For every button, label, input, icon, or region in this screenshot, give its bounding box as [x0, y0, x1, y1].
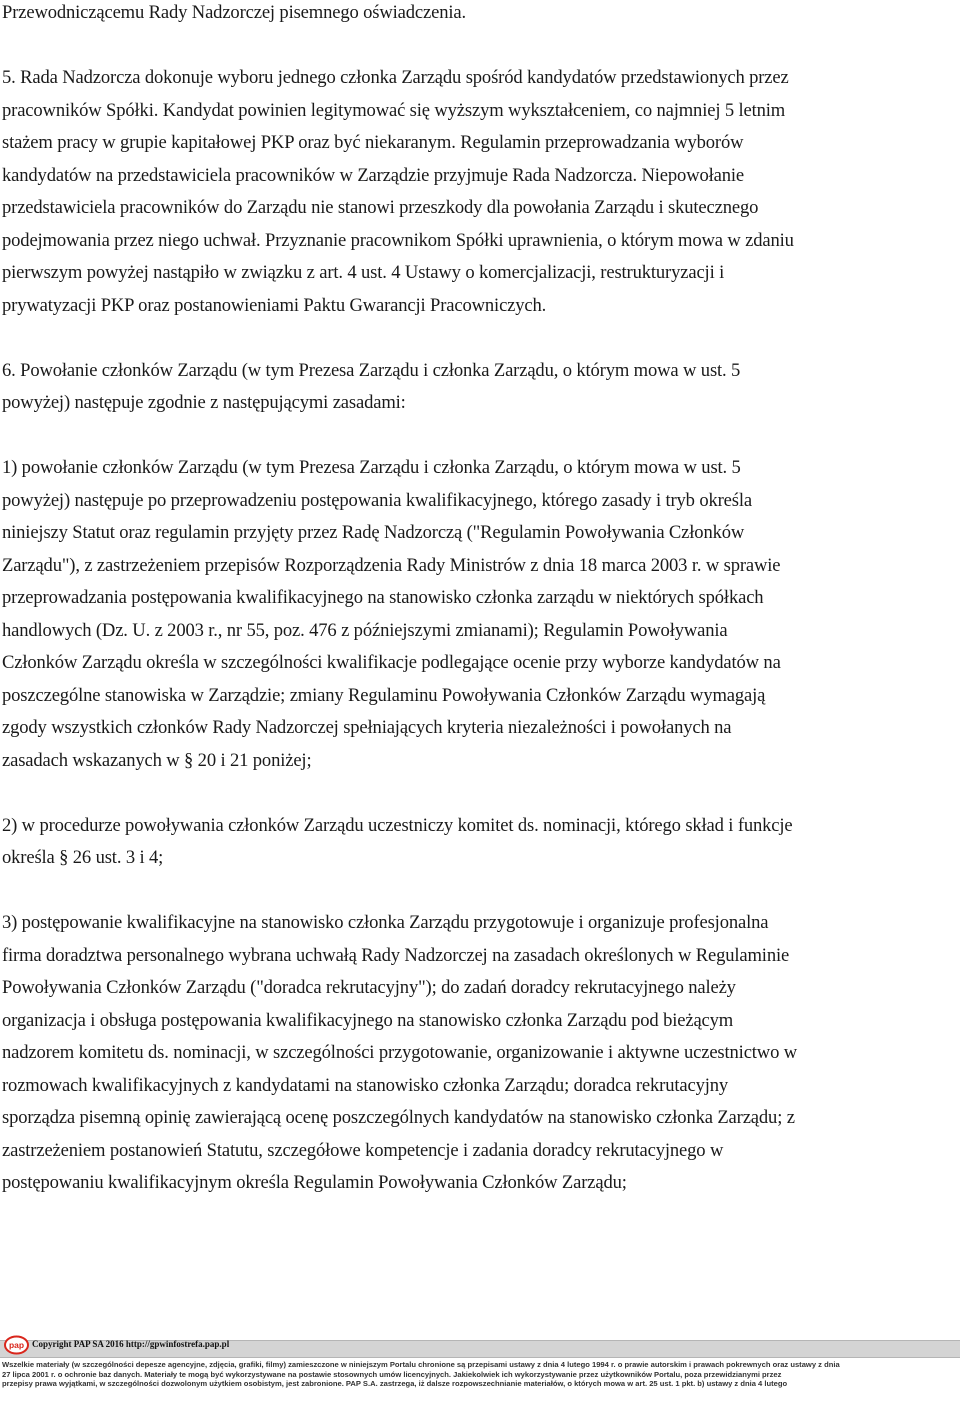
text-line: sporządza pisemną opinię zawierającą ocenę poszczególnych kandydatów na stanowisko członka Zarządu; z	[2, 1107, 795, 1128]
text-line: podejmowania przez niego uchwał. Przyznanie pracownikom Spółki uprawnienia, o którym mowa w zdaniu	[2, 229, 794, 251]
disclaimer-line: przepisy prawa wyjątkami, w szczególności dozwolonym użytkiem osobistym, jest zabronione. PAP S.A. zastrzega, iż dalsze rozpowszechnianie materiałów, o których mowa w art. 25 ust. 1 pkt. b) ustawy z dnia 4 lutego	[2, 1379, 788, 1389]
text-line: Zarządu"), z zastrzeżeniem przepisów Rozporządzenia Rady Ministrów z dnia 18 marca 2003 r. w sprawie	[2, 554, 781, 576]
text-line: prywatyzacji PKP oraz postanowieniami Paktu Gwarancji Pracowniczych.	[2, 294, 547, 316]
point-3	[2, 907, 953, 1200]
pap-logo-icon	[4, 1335, 29, 1355]
text-line: handlowych (Dz. U. z 2003 r., nr 55, poz. 476 z późniejszymi zmianami); Regulamin Powoływania	[2, 619, 728, 641]
text-line: postępowaniu kwalifikacyjnym określa Regulamin Powoływania Członków Zarządu;	[2, 1172, 627, 1193]
text-line: zasadach wskazanych w § 20 i 21 poniżej;	[2, 749, 312, 771]
text-line: kandydatów na przedstawiciela pracowników w Zarządzie przyjmuje Rada Nadzorcza. Niepowołanie	[2, 164, 745, 186]
copyright-text: Copyright PAP SA 2016 http://gpwinfostrefa.pap.pl	[32, 1339, 230, 1349]
page-footer	[0, 1335, 960, 1405]
point-1	[2, 452, 953, 777]
disclaimer-line: Wszelkie materiały (w szczególności depesze agencyjne, zdjęcia, grafiki, filmy) zamieszczone w niniejszym Portalu chronione są przepisami ustawy z dnia 4 lutego 1994 r. o prawie autorskim i prawach pokrewnych oraz ustawy z dnia	[2, 1360, 840, 1369]
paragraph-5	[2, 62, 953, 322]
disclaimer-line: 27 lipca 2001 r. o ochronie baz danych. Materiały te mogą być wykorzystywane na postawie stosownych umów licencyjnych. Jakiekolwiek ich wykorzystywanie przez użytkowników Portalu, poza przewidzianymi przez	[2, 1369, 782, 1379]
text-line: 2) w procedurze powoływania członków Zarządu uczestniczy komitet ds. nominacji, którego skład i funkcje	[2, 814, 793, 836]
text-line: pierwszym powyżej nastąpiło w związku z art. 4 ust. 4 Ustawy o komercjalizacji, restrukturyzacji i	[2, 262, 725, 283]
legal-disclaimer	[2, 1360, 954, 1389]
text-line: powyżej) następuje po przeprowadzeniu postępowania kwalifikacyjnego, którego zasady i tryb określa	[2, 489, 752, 511]
text-line: Przewodniczącemu Rady Nadzorczej pisemnego oświadczenia.	[2, 2, 466, 23]
text-line: nadzorem komitetu ds. nominacji, w szczególności przygotowanie, organizowanie i aktywne uczestnictwo w	[2, 1042, 798, 1063]
paragraph-intro	[2, 0, 953, 30]
text-line: powyżej) następuje zgodnie z następującymi zasadami:	[2, 392, 406, 413]
point-2	[2, 810, 953, 875]
text-line: pracowników Spółki. Kandydat powinien legitymować się wyższym wykształceniem, co najmniej 5 letnim	[2, 99, 786, 121]
text-line: organizacja i obsługa postępowania kwalifikacyjnego na stanowisko członka Zarządu pod bieżącym	[2, 1009, 734, 1031]
pap-logo-text: pap	[8, 1340, 25, 1350]
text-line: zgody wszystkich członków Rady Nadzorczej spełniających kryteria niezależności i powołanych na	[2, 717, 732, 738]
text-line: niniejszy Statut oraz regulamin przyjęty przez Radę Nadzorczą ("Regulamin Powoływania Członków	[2, 522, 745, 543]
text-line: Członków Zarządu określa w szczególności kwalifikacje podlegające ocenie przy wyborze kandydatów na	[2, 652, 781, 673]
text-line: 1) powołanie członków Zarządu (w tym Prezesa Zarządu i członka Zarządu, o którym mowa w ust. 5	[2, 457, 741, 478]
text-line: rozmowach kwalifikacyjnych z kandydatami na stanowisko członka Zarządu; doradca rekrutacyjny	[2, 1074, 729, 1096]
text-line: określa § 26 ust. 3 i 4;	[2, 847, 164, 868]
text-line: poszczególne stanowiska w Zarządzie; zmiany Regulaminu Powoływania Członków Zarządu wymagają	[2, 684, 766, 706]
text-line: przedstawiciela pracowników do Zarządu nie stanowi przeszkody dla powołania Zarządu i skutecznego	[2, 197, 759, 218]
text-line: stażem pracy w grupie kapitałowej PKP oraz być niekaranym. Regulamin przeprowadzania wyborów	[2, 132, 744, 153]
paragraph-6	[2, 355, 953, 420]
text-line: 3) postępowanie kwalifikacyjne na stanowisko członka Zarządu przygotowuje i organizuje profesjonalna	[2, 912, 769, 933]
text-line: 6. Powołanie członków Zarządu (w tym Prezesa Zarządu i członka Zarządu, o którym mowa w ust. 5	[2, 359, 741, 381]
text-line: Powoływania Członków Zarządu ("doradca rekrutacyjny"); do zadań doradcy rekrutacyjnego należy	[2, 977, 736, 998]
text-line: zastrzeżeniem postanowień Statutu, szczegółowe kompetencje i zadania doradcy rekrutacyjnego w	[2, 1139, 724, 1161]
text-line: przeprowadzania postępowania kwalifikacyjnego na stanowisko członka zarządu w niektórych spółkach	[2, 587, 764, 608]
text-line: firma doradztwa personalnego wybrana uchwałą Rady Nadzorczej na zasadach określonych w Regulaminie	[2, 944, 790, 966]
text-line: 5. Rada Nadzorcza dokonuje wyboru jednego członka Zarządu spośród kandydatów przedstawionych przez	[2, 67, 789, 88]
